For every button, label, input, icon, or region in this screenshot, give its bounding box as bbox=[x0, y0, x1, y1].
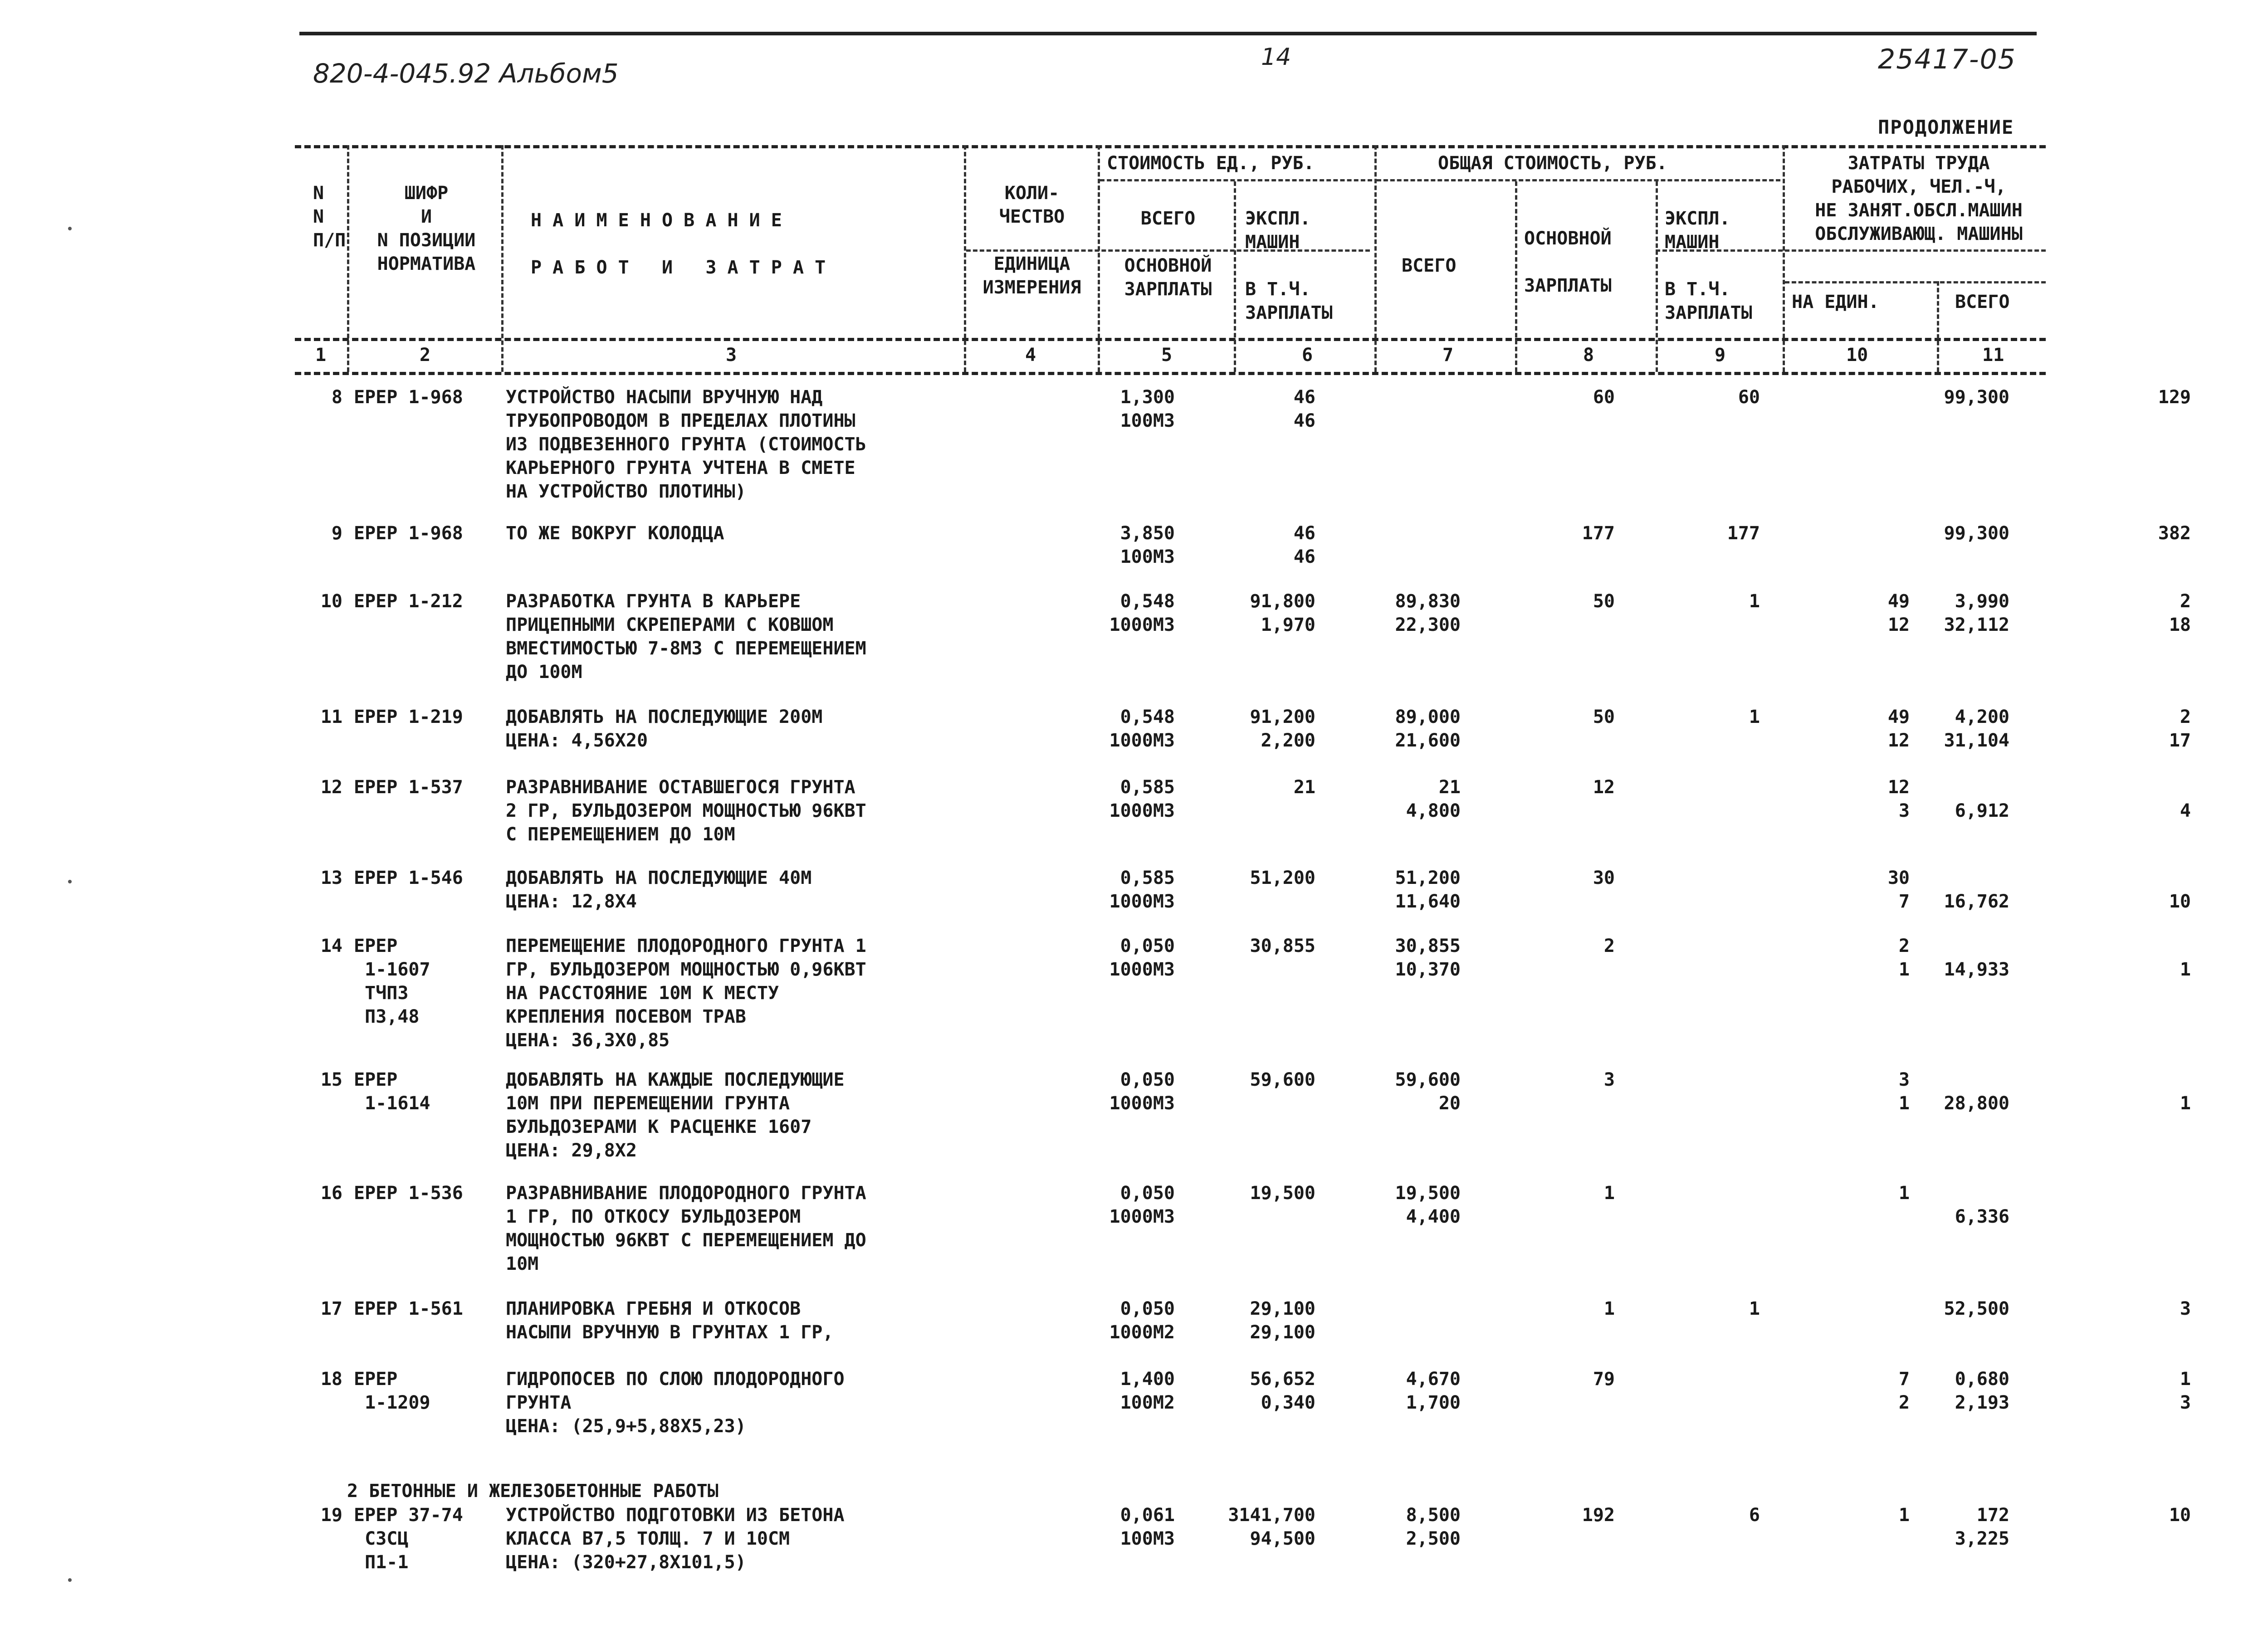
header-qty: КОЛИ- ЧЕСТВО ЕДИНИЦА ИЗМЕРЕНИЯ bbox=[982, 183, 1081, 298]
row-code: ЕРЕР 1-546 bbox=[354, 868, 463, 888]
album-reference: 820-4-045.92 Альбом5 bbox=[313, 58, 619, 89]
row-total-mach: 49 12 bbox=[1887, 707, 1910, 751]
row-labor-total: 129 bbox=[2158, 387, 2191, 408]
row-labor-total: 1 bbox=[2180, 1093, 2191, 1114]
row-total-all: 50 bbox=[1593, 591, 1615, 612]
row-qty: 0,585 1000М3 bbox=[1109, 868, 1175, 912]
row-unit-mach: 30,855 10,370 bbox=[1395, 936, 1461, 980]
col-number: 5 bbox=[1161, 345, 1173, 366]
row-code: ЕРЕР 1-1209 bbox=[354, 1369, 430, 1413]
row-total-wage: 1 bbox=[1749, 1298, 1760, 1319]
row-total-all: 2 bbox=[1603, 936, 1615, 956]
row-total-mach: 2 1 bbox=[1898, 936, 1910, 980]
row-unit-total: 56,652 0,340 bbox=[1250, 1369, 1315, 1413]
scan-speck bbox=[68, 880, 72, 883]
header-labor-total: ВСЕГО bbox=[1955, 292, 2010, 312]
scan-speck bbox=[68, 1578, 72, 1582]
row-labor-unit: 99,300 bbox=[1944, 387, 2009, 408]
document-number: 25417-05 bbox=[1878, 44, 2016, 75]
row-code: ЕРЕР 1-219 bbox=[354, 707, 463, 727]
header-unit-total: ВСЕГО ОСНОВНОЙ ЗАРПЛАТЫ bbox=[1124, 208, 1212, 300]
row-unit-mach: 89,830 22,300 bbox=[1395, 591, 1461, 635]
row-labor-total: 1 bbox=[2180, 959, 2191, 980]
row-unit-total: 46 46 bbox=[1293, 387, 1315, 431]
row-total-mach: 30 7 bbox=[1887, 868, 1910, 912]
row-name: ДОБАВЛЯТЬ НА ПОСЛЕДУЮЩИЕ 200М ЦЕНА: 4,56Х20 bbox=[506, 707, 823, 751]
row-number: 16 bbox=[320, 1183, 342, 1204]
row-total-all: 1 bbox=[1603, 1298, 1615, 1319]
header-shifr: ШИФР И N ПОЗИЦИИ НОРМАТИВА bbox=[377, 183, 476, 274]
col-number: 3 bbox=[726, 345, 737, 366]
row-qty: 1,300 100М3 bbox=[1120, 387, 1175, 431]
row-total-all: 60 bbox=[1593, 387, 1615, 408]
row-unit-mach: 51,200 11,640 bbox=[1395, 868, 1461, 912]
row-labor-total: 2 18 bbox=[2169, 591, 2191, 635]
col-number: 11 bbox=[1982, 345, 2004, 366]
header-n: N N П/П bbox=[313, 183, 346, 251]
row-name: ДОБАВЛЯТЬ НА КАЖДЫЕ ПОСЛЕДУЮЩИЕ 10М ПРИ ПЕРЕМЕЩЕНИИ ГРУНТА БУЛЬДОЗЕРАМИ К РАСЦЕНКЕ 1607 ЦЕНА: 29,8Х2 bbox=[506, 1069, 845, 1161]
header-total-cost: ОБЩАЯ СТОИМОСТЬ, РУБ. bbox=[1438, 153, 1667, 174]
row-labor-unit: 4,200 31,104 bbox=[1944, 707, 2009, 751]
row-labor-unit: 14,933 bbox=[1944, 959, 2009, 980]
row-qty: 0,050 1000М3 bbox=[1109, 1183, 1175, 1227]
row-unit-total: 3141,700 94,500 bbox=[1228, 1505, 1315, 1549]
row-total-all: 30 bbox=[1593, 868, 1615, 888]
row-total-mach: 1 bbox=[1898, 1183, 1910, 1204]
page-number: 14 bbox=[1261, 44, 1291, 71]
col-number: 8 bbox=[1583, 345, 1594, 366]
row-total-wage: 1 bbox=[1749, 707, 1760, 727]
row-number: 11 bbox=[320, 707, 342, 727]
row-code: ЕРЕР 1-1607 ТЧП3 П3,48 bbox=[354, 936, 430, 1027]
row-unit-total: 91,200 2,200 bbox=[1250, 707, 1315, 751]
col-number: 1 bbox=[315, 345, 327, 366]
row-code: ЕРЕР 1-537 bbox=[354, 777, 463, 798]
header-total-mach: ЭКСПЛ. МАШИН В Т.Ч. ЗАРПЛАТЫ bbox=[1665, 208, 1752, 323]
col-number: 7 bbox=[1442, 345, 1454, 366]
continuation-label: ПРОДОЛЖЕНИЕ bbox=[1878, 116, 2014, 138]
row-total-wage: 6 bbox=[1749, 1505, 1760, 1526]
scan-speck bbox=[68, 227, 72, 230]
header-total-all: ВСЕГО bbox=[1402, 255, 1457, 276]
row-unit-total: 29,100 29,100 bbox=[1250, 1298, 1315, 1343]
row-name: РАЗРАВНИВАНИЕ ОСТАВШЕГОСЯ ГРУНТА 2 ГР, БУЛЬДОЗЕРОМ МОЩНОСТЬЮ 96КВТ С ПЕРЕМЕЩЕНИЕМ ДО 10М bbox=[506, 777, 866, 845]
row-code: ЕРЕР 37-74 С3СЦ П1-1 bbox=[354, 1505, 463, 1573]
row-labor-total: 1 3 bbox=[2180, 1369, 2191, 1413]
row-code: ЕРЕР 1-968 bbox=[354, 387, 463, 408]
row-qty: 1,400 100М2 bbox=[1120, 1369, 1175, 1413]
row-unit-total: 51,200 bbox=[1250, 868, 1315, 888]
row-qty: 0,061 100М3 bbox=[1120, 1505, 1175, 1549]
row-unit-mach: 59,600 20 bbox=[1395, 1069, 1461, 1114]
row-unit-total: 30,855 bbox=[1250, 936, 1315, 956]
row-code: ЕРЕР 1-212 bbox=[354, 591, 463, 612]
row-total-all: 50 bbox=[1593, 707, 1615, 727]
header-total-wage: ОСНОВНОЙ ЗАРПЛАТЫ bbox=[1524, 228, 1612, 296]
row-code: ЕРЕР 1-968 bbox=[354, 523, 463, 544]
row-total-all: 12 bbox=[1593, 777, 1615, 798]
row-unit-total: 21 bbox=[1293, 777, 1315, 798]
row-number: 13 bbox=[320, 868, 342, 888]
row-labor-total: 3 bbox=[2180, 1298, 2191, 1319]
row-labor-total: 10 bbox=[2169, 891, 2191, 912]
row-unit-mach: 89,000 21,600 bbox=[1395, 707, 1461, 751]
row-qty: 0,050 1000М3 bbox=[1109, 936, 1175, 980]
col-number: 4 bbox=[1025, 345, 1036, 366]
row-labor-total: 10 bbox=[2169, 1505, 2191, 1526]
row-total-all: 192 bbox=[1582, 1505, 1615, 1526]
row-name: ТО ЖЕ ВОКРУГ КОЛОДЦА bbox=[506, 523, 724, 544]
row-code: ЕРЕР 1-1614 bbox=[354, 1069, 430, 1114]
row-labor-unit: 0,680 2,193 bbox=[1955, 1369, 2009, 1413]
row-total-all: 1 bbox=[1603, 1183, 1615, 1204]
row-labor-unit: 16,762 bbox=[1944, 891, 2009, 912]
row-name: ПЕРЕМЕЩЕНИЕ ПЛОДОРОДНОГО ГРУНТА 1 ГР, БУЛЬДОЗЕРОМ МОЩНОСТЬЮ 0,96КВТ НА РАССТОЯНИЕ 10М К МЕСТУ КРЕПЛЕНИЯ ПОСЕВОМ ТРАВ ЦЕНА: 36,3Х0,85 bbox=[506, 936, 866, 1051]
row-labor-unit: 6,336 bbox=[1955, 1206, 2009, 1227]
table-body bbox=[295, 0, 2191, 1634]
row-total-wage: 177 bbox=[1727, 523, 1760, 544]
row-unit-total: 59,600 bbox=[1250, 1069, 1315, 1090]
header-name: Н А И М Е Н О В А Н И Е Р А Б О Т И З А Т Р А Т bbox=[531, 210, 826, 278]
row-name: УСТРОЙСТВО ПОДГОТОВКИ ИЗ БЕТОНА КЛАССА В7,5 ТОЛЩ. 7 И 10СМ ЦЕНА: (320+27,8Х101,5) bbox=[506, 1505, 845, 1573]
row-code: ЕРЕР 1-561 bbox=[354, 1298, 463, 1319]
row-number: 12 bbox=[320, 777, 342, 798]
row-qty: 0,548 1000М3 bbox=[1109, 707, 1175, 751]
row-labor-total: 382 bbox=[2158, 523, 2191, 544]
row-total-wage: 1 bbox=[1749, 591, 1760, 612]
row-name: РАЗРАБОТКА ГРУНТА В КАРЬЕРЕ ПРИЦЕПНЫМИ СКРЕПЕРАМИ С КОВШОМ ВМЕСТИМОСТЬЮ 7-8М3 С ПЕРЕМЕЩЕНИЕМ ДО 100М bbox=[506, 591, 866, 683]
header-unit-mach: ЭКСПЛ. МАШИН В Т.Ч. ЗАРПЛАТЫ bbox=[1245, 208, 1333, 323]
row-total-mach: 1 bbox=[1898, 1505, 1910, 1526]
header-unit-cost: СТОИМОСТЬ ЕД., РУБ. bbox=[1107, 153, 1315, 174]
row-labor-unit: 3,990 32,112 bbox=[1944, 591, 2009, 635]
row-name: УСТРОЙСТВО НАСЫПИ ВРУЧНУЮ НАД ТРУБОПРОВОДОМ В ПРЕДЕЛАХ ПЛОТИНЫ ИЗ ПОДВЕЗЕННОГО ГРУНТА (СТОИМОСТЬ КАРЬЕРНОГО ГРУНТА УЧТЕНА В СМЕТЕ НА УСТРОЙСТВО ПЛОТИНЫ) bbox=[506, 387, 866, 502]
row-unit-mach: 4,670 1,700 bbox=[1406, 1369, 1461, 1413]
col-number: 2 bbox=[420, 345, 431, 366]
row-labor-unit: 99,300 bbox=[1944, 523, 2009, 544]
row-code: ЕРЕР 1-536 bbox=[354, 1183, 463, 1204]
row-name: ДОБАВЛЯТЬ НА ПОСЛЕДУЮЩИЕ 40М ЦЕНА: 12,8Х4 bbox=[506, 868, 812, 912]
row-number: 14 bbox=[320, 936, 342, 956]
row-labor-unit: 28,800 bbox=[1944, 1093, 2009, 1114]
row-unit-mach: 21 4,800 bbox=[1406, 777, 1461, 821]
row-qty: 0,585 1000М3 bbox=[1109, 777, 1175, 821]
col-number: 6 bbox=[1302, 345, 1313, 366]
row-labor-total: 4 bbox=[2180, 800, 2191, 821]
row-total-mach: 49 12 bbox=[1887, 591, 1910, 635]
row-unit-total: 19,500 bbox=[1250, 1183, 1315, 1204]
row-qty: 0,050 1000М2 bbox=[1109, 1298, 1175, 1343]
header-labor: ЗАТРАТЫ ТРУДА РАБОЧИХ, ЧЕЛ.-Ч, НЕ ЗАНЯТ.ОБСЛ.МАШИН ОБСЛУЖИВАЮЩ. МАШИНЫ bbox=[1815, 153, 2023, 244]
row-unit-mach: 19,500 4,400 bbox=[1395, 1183, 1461, 1227]
row-unit-total: 91,800 1,970 bbox=[1250, 591, 1315, 635]
col-number: 10 bbox=[1846, 345, 1868, 366]
row-labor-total: 2 17 bbox=[2169, 707, 2191, 751]
row-qty: 3,850 100М3 bbox=[1120, 523, 1175, 567]
row-number: 10 bbox=[320, 591, 342, 612]
row-unit-mach: 8,500 2,500 bbox=[1406, 1505, 1461, 1549]
row-total-all: 177 bbox=[1582, 523, 1615, 544]
row-labor-unit: 172 3,225 bbox=[1955, 1505, 2009, 1549]
row-number: 18 bbox=[320, 1369, 342, 1390]
row-number: 15 bbox=[320, 1069, 342, 1090]
row-total-mach: 12 3 bbox=[1887, 777, 1910, 821]
row-name: ПЛАНИРОВКА ГРЕБНЯ И ОТКОСОВ НАСЫПИ ВРУЧНУЮ В ГРУНТАХ 1 ГР, bbox=[506, 1298, 834, 1343]
row-total-all: 3 bbox=[1603, 1069, 1615, 1090]
row-total-wage: 60 bbox=[1738, 387, 1760, 408]
row-name: ГИДРОПОСЕВ ПО СЛОЮ ПЛОДОРОДНОГО ГРУНТА ЦЕНА: (25,9+5,88Х5,23) bbox=[506, 1369, 845, 1437]
row-unit-total: 46 46 bbox=[1293, 523, 1315, 567]
row-total-mach: 7 2 bbox=[1898, 1369, 1910, 1413]
section-title: 2 БЕТОННЫЕ И ЖЕЛЕЗОБЕТОННЫЕ РАБОТЫ bbox=[347, 1481, 719, 1502]
col-number: 9 bbox=[1715, 345, 1726, 366]
row-number: 19 bbox=[320, 1505, 342, 1526]
row-qty: 0,548 1000М3 bbox=[1109, 591, 1175, 635]
row-labor-unit: 52,500 bbox=[1944, 1298, 2009, 1319]
row-qty: 0,050 1000М3 bbox=[1109, 1069, 1175, 1114]
row-number: 8 bbox=[331, 387, 342, 408]
header-labor-unit: НА ЕДИН. bbox=[1792, 292, 1879, 312]
row-total-all: 79 bbox=[1593, 1369, 1615, 1390]
row-labor-unit: 6,912 bbox=[1955, 800, 2009, 821]
row-total-mach: 3 1 bbox=[1898, 1069, 1910, 1114]
row-name: РАЗРАВНИВАНИЕ ПЛОДОРОДНОГО ГРУНТА 1 ГР, ПО ОТКОСУ БУЛЬДОЗЕРОМ МОЩНОСТЬЮ 96КВТ С ПЕРЕМЕЩЕНИЕМ ДО 10М bbox=[506, 1183, 866, 1274]
row-number: 9 bbox=[331, 523, 342, 544]
row-number: 17 bbox=[320, 1298, 342, 1319]
